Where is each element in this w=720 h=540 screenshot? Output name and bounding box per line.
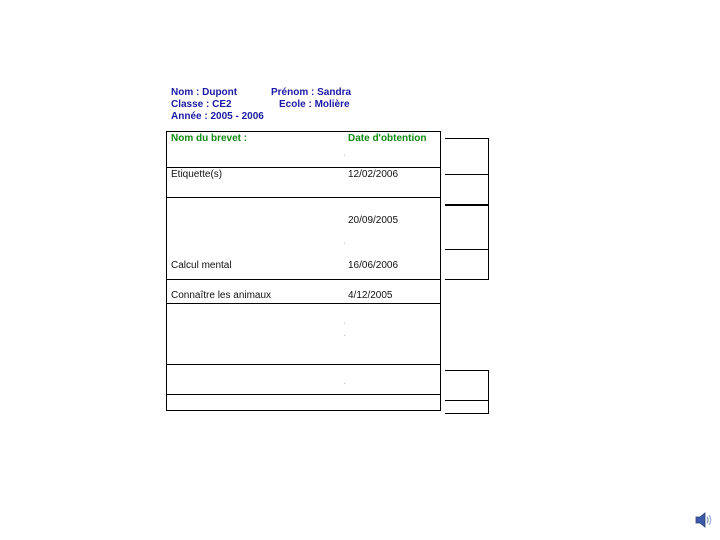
placeholder-mark: · bbox=[343, 318, 346, 328]
placeholder-mark: · bbox=[343, 150, 346, 160]
table-divider bbox=[166, 167, 440, 168]
side-divider bbox=[445, 249, 489, 250]
student-info bbox=[171, 87, 399, 123]
row-3-date: 16/06/2006 bbox=[348, 260, 399, 271]
side-divider bbox=[445, 400, 489, 401]
placeholder-mark: · bbox=[343, 330, 346, 340]
row-2-date: 20/09/2005 bbox=[348, 215, 399, 226]
side-divider bbox=[445, 370, 489, 371]
side-divider bbox=[445, 138, 489, 139]
student-school: Ecole : Molière bbox=[279, 99, 350, 110]
table-divider bbox=[166, 394, 440, 395]
row-1-name: Etiquette(s) bbox=[171, 169, 223, 180]
table-divider bbox=[166, 197, 440, 198]
school-year: Année : 2005 - 2006 bbox=[171, 111, 264, 122]
side-divider bbox=[445, 174, 489, 175]
table-divider bbox=[166, 364, 440, 365]
student-first-name: Prénom : Sandra bbox=[271, 87, 352, 98]
row-3-name: Calcul mental bbox=[171, 260, 232, 271]
column-header-name: Nom du brevet : bbox=[171, 133, 248, 144]
student-last-name: Nom : Dupont bbox=[171, 87, 238, 98]
side-divider bbox=[445, 204, 489, 205]
side-divider bbox=[488, 370, 489, 414]
table-divider bbox=[166, 303, 440, 304]
student-class: Classe : CE2 bbox=[171, 99, 232, 110]
placeholder-mark: · bbox=[343, 378, 346, 388]
table-divider bbox=[166, 279, 440, 280]
row-4-name: Connaître les animaux bbox=[171, 290, 272, 301]
row-4-date: 4/12/2005 bbox=[348, 290, 393, 301]
side-divider bbox=[445, 413, 489, 414]
column-header-date: Date d'obtention bbox=[348, 133, 427, 144]
row-1-date: 12/02/2006 bbox=[348, 169, 399, 180]
speaker-icon[interactable] bbox=[694, 510, 714, 530]
side-column bbox=[445, 138, 489, 206]
side-divider bbox=[445, 279, 489, 280]
placeholder-mark: · bbox=[343, 238, 346, 248]
side-divider bbox=[488, 204, 489, 280]
